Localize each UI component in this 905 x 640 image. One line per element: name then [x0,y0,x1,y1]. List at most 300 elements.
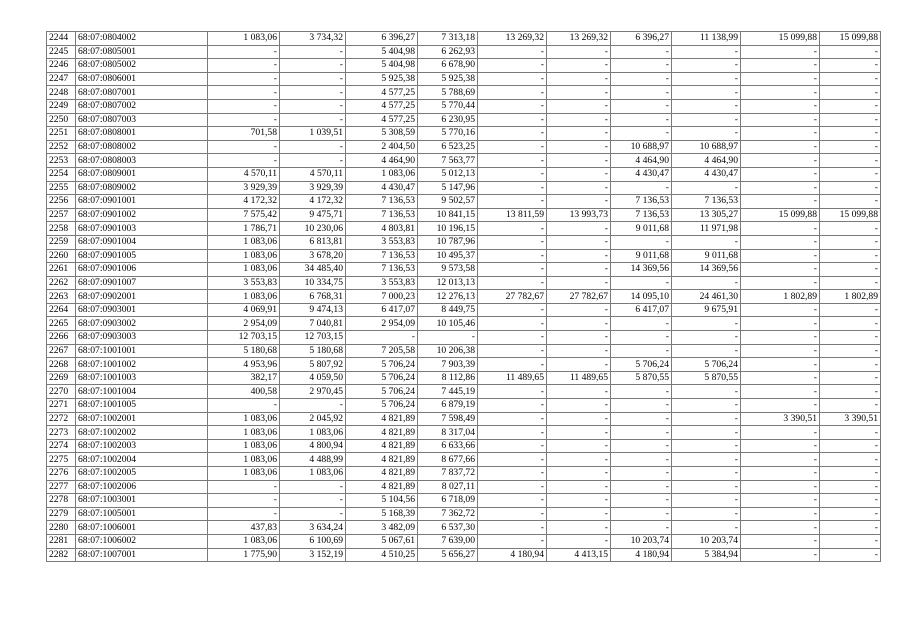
value-cell-6: - [547,467,611,481]
value-cell-8: 7 136,53 [672,195,741,209]
value-cell-6: - [547,167,611,181]
value-cell-6: - [547,45,611,59]
value-cell-9: - [741,317,820,331]
value-cell-3: 4 577,25 [346,86,418,100]
table-row [47,358,881,372]
value-cell-6: - [547,344,611,358]
value-cell-3: 5 404,98 [346,59,418,73]
value-cell-10: - [820,249,881,263]
value-cell-5: - [478,113,547,127]
value-cell-4: 5 012,13 [418,167,478,181]
value-cell-8: 5 384,94 [672,548,741,562]
value-cell-7: - [611,453,672,467]
row-index-cell: 2249 [47,99,76,113]
table-row [47,127,881,141]
value-cell-4: 7 598,49 [418,412,478,426]
value-cell-8: - [672,181,741,195]
value-cell-3: 4 803,81 [346,222,418,236]
value-cell-1: 1 083,06 [208,467,280,481]
value-cell-3: 4 430,47 [346,181,418,195]
table-row [47,59,881,73]
value-cell-2: - [280,480,346,494]
value-cell-1: 1 083,06 [208,412,280,426]
value-cell-3: 6 417,07 [346,303,418,317]
value-cell-9: - [741,534,820,548]
value-cell-4: 6 678,90 [418,59,478,73]
value-cell-8: - [672,235,741,249]
value-cell-8: - [672,521,741,535]
value-cell-8: - [672,426,741,440]
row-index-cell: 2247 [47,72,76,86]
value-cell-6: - [547,385,611,399]
value-cell-9: - [741,140,820,154]
table-row [47,412,881,426]
value-cell-10: - [820,344,881,358]
value-cell-2: 4 800,94 [280,439,346,453]
value-cell-8: - [672,439,741,453]
value-cell-10: - [820,534,881,548]
value-cell-1: - [208,140,280,154]
value-cell-7: - [611,439,672,453]
value-cell-10: - [820,439,881,453]
value-cell-8: - [672,276,741,290]
row-index-cell: 2273 [47,426,76,440]
value-cell-6: - [547,235,611,249]
value-cell-1: 1 083,06 [208,263,280,277]
row-index-cell: 2256 [47,195,76,209]
table-row [47,439,881,453]
table-row [47,480,881,494]
row-index-cell: 2269 [47,371,76,385]
value-cell-2: 3 634,24 [280,521,346,535]
value-cell-6: - [547,276,611,290]
value-cell-5: - [478,426,547,440]
value-cell-9: - [741,249,820,263]
cadastral-code-cell: 68:07:1001002 [76,358,208,372]
value-cell-7: - [611,59,672,73]
value-cell-7: 10 203,74 [611,534,672,548]
value-cell-4: 6 879,19 [418,399,478,413]
value-cell-8: 4 430,47 [672,167,741,181]
cadastral-code-cell: 68:07:0903001 [76,303,208,317]
value-cell-9: - [741,72,820,86]
value-cell-4: 10 196,15 [418,222,478,236]
value-cell-7: - [611,86,672,100]
table-row [47,467,881,481]
value-cell-8: - [672,480,741,494]
value-cell-5: 27 782,67 [478,290,547,304]
value-cell-6: - [547,494,611,508]
value-cell-4: 6 523,25 [418,140,478,154]
value-cell-10: - [820,521,881,535]
value-cell-6: - [547,127,611,141]
cadastral-code-cell: 68:07:0901002 [76,208,208,222]
row-index-cell: 2267 [47,344,76,358]
value-cell-6: - [547,331,611,345]
cadastral-code-cell: 68:07:0806001 [76,72,208,86]
value-cell-6: - [547,521,611,535]
value-cell-3: 7 136,53 [346,208,418,222]
value-cell-9: 3 390,51 [741,412,820,426]
value-cell-6: - [547,507,611,521]
value-cell-6: - [547,303,611,317]
value-cell-2: - [280,45,346,59]
table-row [47,208,881,222]
cadastral-code-cell: 68:07:0903003 [76,331,208,345]
value-cell-5: - [478,534,547,548]
value-cell-8: - [672,59,741,73]
value-cell-4: 6 262,93 [418,45,478,59]
value-cell-4: 9 502,57 [418,195,478,209]
value-cell-2: 5 807,92 [280,358,346,372]
table-row [47,371,881,385]
value-cell-2: - [280,86,346,100]
value-cell-1: - [208,59,280,73]
value-cell-7: 9 011,68 [611,222,672,236]
value-cell-5: - [478,235,547,249]
value-cell-9: - [741,181,820,195]
value-cell-8: 10 688,97 [672,140,741,154]
value-cell-5: - [478,385,547,399]
value-cell-5: - [478,99,547,113]
value-cell-5: - [478,249,547,263]
value-cell-3: 5 706,24 [346,358,418,372]
value-cell-1: 1 083,06 [208,534,280,548]
value-cell-7: 14 369,56 [611,263,672,277]
table-body [47,32,881,562]
value-cell-8: - [672,453,741,467]
value-cell-1: - [208,113,280,127]
value-cell-4: 7 903,39 [418,358,478,372]
row-index-cell: 2245 [47,45,76,59]
value-cell-9: - [741,222,820,236]
value-cell-9: 15 099,88 [741,208,820,222]
value-cell-2: - [280,113,346,127]
value-cell-2: 2 045,92 [280,412,346,426]
table-row [47,113,881,127]
value-cell-4: 7 563,77 [418,154,478,168]
value-cell-4: 7 837,72 [418,467,478,481]
value-cell-4: 10 841,15 [418,208,478,222]
value-cell-9: - [741,426,820,440]
cadastral-code-cell: 68:07:1006002 [76,534,208,548]
value-cell-3: 5 067,61 [346,534,418,548]
value-cell-2: 34 485,40 [280,263,346,277]
table-row [47,548,881,562]
value-cell-3: 5 925,38 [346,72,418,86]
value-cell-4: 5 788,69 [418,86,478,100]
value-cell-8: 11 971,98 [672,222,741,236]
value-cell-10: - [820,453,881,467]
value-cell-9: - [741,59,820,73]
value-cell-4: 10 787,96 [418,235,478,249]
cadastral-code-cell: 68:07:1001005 [76,399,208,413]
value-cell-7: - [611,412,672,426]
cadastral-code-cell: 68:07:0807001 [76,86,208,100]
value-cell-5: - [478,507,547,521]
row-index-cell: 2258 [47,222,76,236]
value-cell-3: 3 553,83 [346,235,418,249]
value-cell-10: - [820,113,881,127]
value-cell-10: - [820,167,881,181]
cadastral-code-cell: 68:07:0901004 [76,235,208,249]
value-cell-2: - [280,59,346,73]
value-cell-5: - [478,45,547,59]
table-row [47,263,881,277]
value-cell-3: 1 083,06 [346,167,418,181]
value-cell-2: - [280,72,346,86]
value-cell-1: 1 083,06 [208,439,280,453]
table-row [47,167,881,181]
value-cell-9: - [741,86,820,100]
row-index-cell: 2252 [47,140,76,154]
row-index-cell: 2246 [47,59,76,73]
value-cell-6: - [547,59,611,73]
cadastral-code-cell: 68:07:1001001 [76,344,208,358]
table-row [47,521,881,535]
value-cell-1: 1 083,06 [208,453,280,467]
value-cell-7: - [611,426,672,440]
value-cell-6: 4 413,15 [547,548,611,562]
value-cell-8: 4 464,90 [672,154,741,168]
value-cell-6: - [547,72,611,86]
value-cell-1: 437,83 [208,521,280,535]
value-cell-10: - [820,303,881,317]
value-cell-5: - [478,86,547,100]
cadastral-code-cell: 68:07:0809001 [76,167,208,181]
data-table [46,31,881,562]
value-cell-5: - [478,59,547,73]
table-row [47,344,881,358]
value-cell-7: - [611,521,672,535]
row-index-cell: 2266 [47,331,76,345]
value-cell-6: 27 782,67 [547,290,611,304]
value-cell-6: - [547,140,611,154]
value-cell-7: 6 396,27 [611,32,672,46]
value-cell-4: 7 639,00 [418,534,478,548]
value-cell-1: 400,58 [208,385,280,399]
value-cell-6: - [547,358,611,372]
value-cell-1: 1 083,06 [208,235,280,249]
cadastral-code-cell: 68:07:0808001 [76,127,208,141]
value-cell-10: - [820,127,881,141]
value-cell-9: - [741,195,820,209]
value-cell-8: 11 138,99 [672,32,741,46]
value-cell-1: - [208,507,280,521]
value-cell-10: - [820,331,881,345]
value-cell-8: - [672,72,741,86]
row-index-cell: 2250 [47,113,76,127]
value-cell-2: 1 039,51 [280,127,346,141]
row-index-cell: 2264 [47,303,76,317]
value-cell-6: - [547,181,611,195]
value-cell-7: - [611,467,672,481]
cadastral-code-cell: 68:07:1002002 [76,426,208,440]
cadastral-code-cell: 68:07:1002005 [76,467,208,481]
value-cell-4: 5 656,27 [418,548,478,562]
value-cell-2: 3 734,32 [280,32,346,46]
value-cell-3: 5 706,24 [346,399,418,413]
value-cell-9: - [741,167,820,181]
table-row [47,276,881,290]
cadastral-code-cell: 68:07:1001003 [76,371,208,385]
value-cell-6: - [547,99,611,113]
value-cell-8: - [672,99,741,113]
row-index-cell: 2276 [47,467,76,481]
value-cell-4: 6 718,09 [418,494,478,508]
table-row [47,331,881,345]
table-row [47,86,881,100]
value-cell-8: 14 369,56 [672,263,741,277]
value-cell-2: 1 083,06 [280,467,346,481]
value-cell-10: - [820,507,881,521]
value-cell-1: - [208,494,280,508]
value-cell-7: - [611,480,672,494]
value-cell-9: - [741,263,820,277]
value-cell-10: - [820,72,881,86]
value-cell-3: 3 482,09 [346,521,418,535]
value-cell-2: - [280,494,346,508]
value-cell-7: 6 417,07 [611,303,672,317]
value-cell-5: 4 180,94 [478,548,547,562]
table-row [47,181,881,195]
value-cell-7: 5 870,55 [611,371,672,385]
value-cell-6: - [547,399,611,413]
value-cell-5: 13 269,32 [478,32,547,46]
value-cell-4: 8 449,75 [418,303,478,317]
cadastral-code-cell: 68:07:0901006 [76,263,208,277]
value-cell-8: 5 870,55 [672,371,741,385]
value-cell-8: - [672,385,741,399]
value-cell-1: - [208,480,280,494]
value-cell-4: 8 677,66 [418,453,478,467]
cadastral-code-cell: 68:07:1006001 [76,521,208,535]
value-cell-10: - [820,494,881,508]
value-cell-9: - [741,385,820,399]
value-cell-8: - [672,127,741,141]
value-cell-7: - [611,72,672,86]
value-cell-5: - [478,154,547,168]
table-row [47,290,881,304]
value-cell-5: - [478,453,547,467]
value-cell-1: - [208,399,280,413]
cadastral-code-cell: 68:07:0807003 [76,113,208,127]
value-cell-3: 7 000,23 [346,290,418,304]
value-cell-3: 5 308,59 [346,127,418,141]
value-cell-10: - [820,45,881,59]
cadastral-code-cell: 68:07:0902001 [76,290,208,304]
value-cell-9: - [741,127,820,141]
value-cell-7: - [611,45,672,59]
value-cell-10: - [820,480,881,494]
value-cell-1: 701,58 [208,127,280,141]
table-row [47,249,881,263]
value-cell-9: - [741,358,820,372]
value-cell-3: 4 464,90 [346,154,418,168]
value-cell-5: 13 811,59 [478,208,547,222]
value-cell-9: - [741,154,820,168]
value-cell-3: 4 821,89 [346,412,418,426]
value-cell-2: 9 474,13 [280,303,346,317]
value-cell-1: 382,17 [208,371,280,385]
value-cell-2: 10 334,75 [280,276,346,290]
row-index-cell: 2253 [47,154,76,168]
value-cell-7: - [611,385,672,399]
value-cell-2: 4 570,11 [280,167,346,181]
value-cell-6: - [547,480,611,494]
value-cell-1: - [208,86,280,100]
cadastral-code-cell: 68:07:0807002 [76,99,208,113]
value-cell-10: - [820,154,881,168]
value-cell-4: 8 317,04 [418,426,478,440]
value-cell-10: - [820,399,881,413]
row-index-cell: 2244 [47,32,76,46]
value-cell-4: 10 206,38 [418,344,478,358]
value-cell-3: 5 404,98 [346,45,418,59]
value-cell-5: - [478,521,547,535]
value-cell-2: 6 768,31 [280,290,346,304]
value-cell-9: - [741,303,820,317]
value-cell-10: - [820,385,881,399]
value-cell-7: - [611,494,672,508]
value-cell-9: 1 802,89 [741,290,820,304]
value-cell-6: - [547,86,611,100]
row-index-cell: 2255 [47,181,76,195]
value-cell-3: 5 706,24 [346,385,418,399]
value-cell-1: 4 570,11 [208,167,280,181]
value-cell-9: - [741,371,820,385]
cadastral-code-cell: 68:07:1002003 [76,439,208,453]
value-cell-7: 4 430,47 [611,167,672,181]
value-cell-5: - [478,263,547,277]
value-cell-3: 4 821,89 [346,439,418,453]
value-cell-2: 6 100,69 [280,534,346,548]
value-cell-4: 12 013,13 [418,276,478,290]
value-cell-5: - [478,331,547,345]
value-cell-2: 3 678,20 [280,249,346,263]
table-row [47,317,881,331]
value-cell-6: 11 489,65 [547,371,611,385]
cadastral-code-cell: 68:07:0804002 [76,32,208,46]
row-index-cell: 2271 [47,399,76,413]
value-cell-1: 3 553,83 [208,276,280,290]
value-cell-2: 6 813,81 [280,235,346,249]
value-cell-2: 7 040,81 [280,317,346,331]
value-cell-9: - [741,45,820,59]
value-cell-5: - [478,494,547,508]
value-cell-9: - [741,507,820,521]
value-cell-6: - [547,534,611,548]
value-cell-7: - [611,127,672,141]
value-cell-3: 4 821,89 [346,480,418,494]
value-cell-1: 5 180,68 [208,344,280,358]
value-cell-2: 9 475,71 [280,208,346,222]
value-cell-3: 2 404,50 [346,140,418,154]
value-cell-6: - [547,222,611,236]
row-index-cell: 2277 [47,480,76,494]
value-cell-2: 5 180,68 [280,344,346,358]
value-cell-2: - [280,507,346,521]
value-cell-5: - [478,276,547,290]
value-cell-4: 7 313,18 [418,32,478,46]
table-row [47,399,881,413]
value-cell-7: 9 011,68 [611,249,672,263]
value-cell-4: 7 445,19 [418,385,478,399]
row-index-cell: 2272 [47,412,76,426]
value-cell-6: - [547,249,611,263]
cadastral-code-cell: 68:07:0903002 [76,317,208,331]
value-cell-5: - [478,439,547,453]
